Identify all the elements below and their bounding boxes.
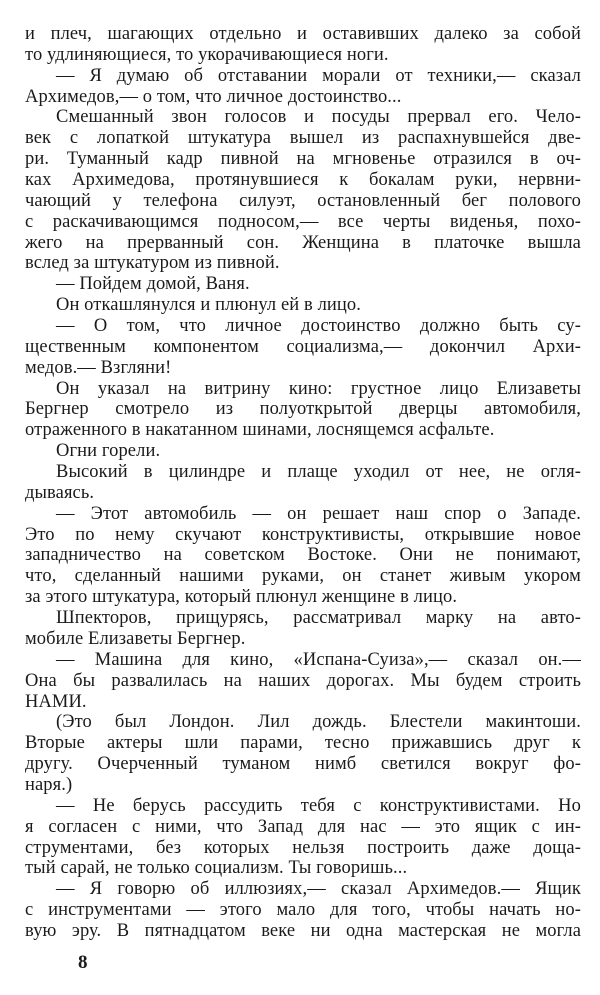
text-line: струментами, без которых нельзя построить даже доща- [25,837,581,858]
text-line: вую эру. В пятнадцатом веке ни одна мастерская не могла [25,920,581,941]
text-line: Он откашлянулся и плюнул ей в лицо. [56,295,361,316]
text-line: тый сарай, не только социализм. Ты говоришь... [25,858,408,879]
paragraph [25,441,581,462]
text-line: — Я говорю об иллюзиях,— сказал Архимедов.— Ящик [56,879,581,900]
text-line: (Это был Лондон. Лил дождь. Блестели макинтоши. [56,712,581,733]
text-line: ри. Туманный кадр пивной на мгновенье отразился в оч- [25,149,581,170]
text-line: — Машина для кино, «Испана-Суиза»,— сказал он.— [56,649,581,670]
paragraph [25,650,581,713]
paragraph [25,24,581,66]
text-line: отраженного в накатанном шинами, лоснящемся асфальте. [25,420,495,441]
text-line: чающий у телефона силуэт, остановленный бег полового [25,190,581,211]
text-line: Огни горели. [56,441,161,462]
text-line: вслед за штукатуром из пивной. [25,253,280,274]
text-line: Вторые актеры шли парами, тесно прижавшись друг к [25,733,581,754]
text-line: я согласен с ними, что Запад для нас — это ящик с ин- [25,816,581,837]
text-line: Смешанный звон голосов и посуды прервал его. Чело- [56,107,581,128]
text-line: Это по нему скучают конструктивисты, открывшие новое [25,524,581,545]
text-line: ках Архимедова, протянувшиеся к бокалам руки, нервни- [25,170,581,191]
paragraph [25,379,581,442]
paragraph [25,879,581,942]
paragraph [25,295,581,316]
text-line: наря.) [25,774,73,795]
text-line: — Не берусь рассудить тебя с конструктивистами. Но [56,795,581,816]
text-line: за этого штукатура, который плюнул женщине в лицо. [25,587,458,608]
paragraph [25,316,581,379]
text-line: и плеч, шагающих отдельно и оставивших далеко за собой [25,24,581,44]
text-line: Она бы развалилась на наших дорогах. Мы будем строить [25,670,581,691]
paragraph [25,712,581,795]
text-line: век с лопаткой штукатура вышел из распахнувшейся две- [25,128,581,149]
text-line: — Я думаю об отставании морали от техники,— сказал [56,65,581,86]
text-line: — Этот автомобиль — он решает наш спор о Западе. [56,503,581,524]
text-line: что, сделанный нашими руками, он станет живым укором [25,566,581,587]
text-line: Бергнер смотрело из полуоткрытой дверцы автомобиля, [25,399,581,420]
text-line: с инструментами — этого мало для того, чтобы начать но- [25,900,581,921]
paragraph [25,274,581,295]
text-line: жего на прерванный сон. Женщина в платочке вышла [25,232,581,253]
text-line: то удлиняющиеся, то укорачивающиеся ноги. [25,44,389,65]
paragraph [25,66,581,108]
text-line: дываясь. [25,482,95,503]
text-line: мобиле Елизаветы Бергнер. [25,628,246,649]
text-line: Архимедов,— о том, что личное достоинство... [25,86,402,107]
text-line: НАМИ. [25,691,87,712]
text-line: с раскачивающимся подносом,— все черты виденья, похо- [25,211,581,232]
paragraph [25,462,581,504]
text-line: западничество на советском Востоке. Они не понимают, [25,545,581,566]
text-line: медов.— Взгляни! [25,357,172,378]
paragraph [25,107,581,274]
paragraph [25,504,581,608]
text-line: Шпекторов, прищурясь, рассматривал марку на авто- [56,608,581,629]
text-line: Он указал на витрину кино: грустное лицо Елизаветы [56,378,581,399]
book-page-text [25,24,581,942]
paragraph [25,796,581,879]
text-line: — Пойдем домой, Ваня. [56,274,250,295]
page-number: 8 [78,952,88,973]
text-line: щественным компонентом социализма,— докончил Архи- [25,336,581,357]
text-line: Высокий в цилиндре и плаще уходил от нее, не огля- [56,462,581,483]
paragraph [25,608,581,650]
text-line: — О том, что личное достоинство должно быть су- [56,316,581,337]
text-line: другу. Очерченный туманом нимб светился вокруг фо- [25,754,581,775]
